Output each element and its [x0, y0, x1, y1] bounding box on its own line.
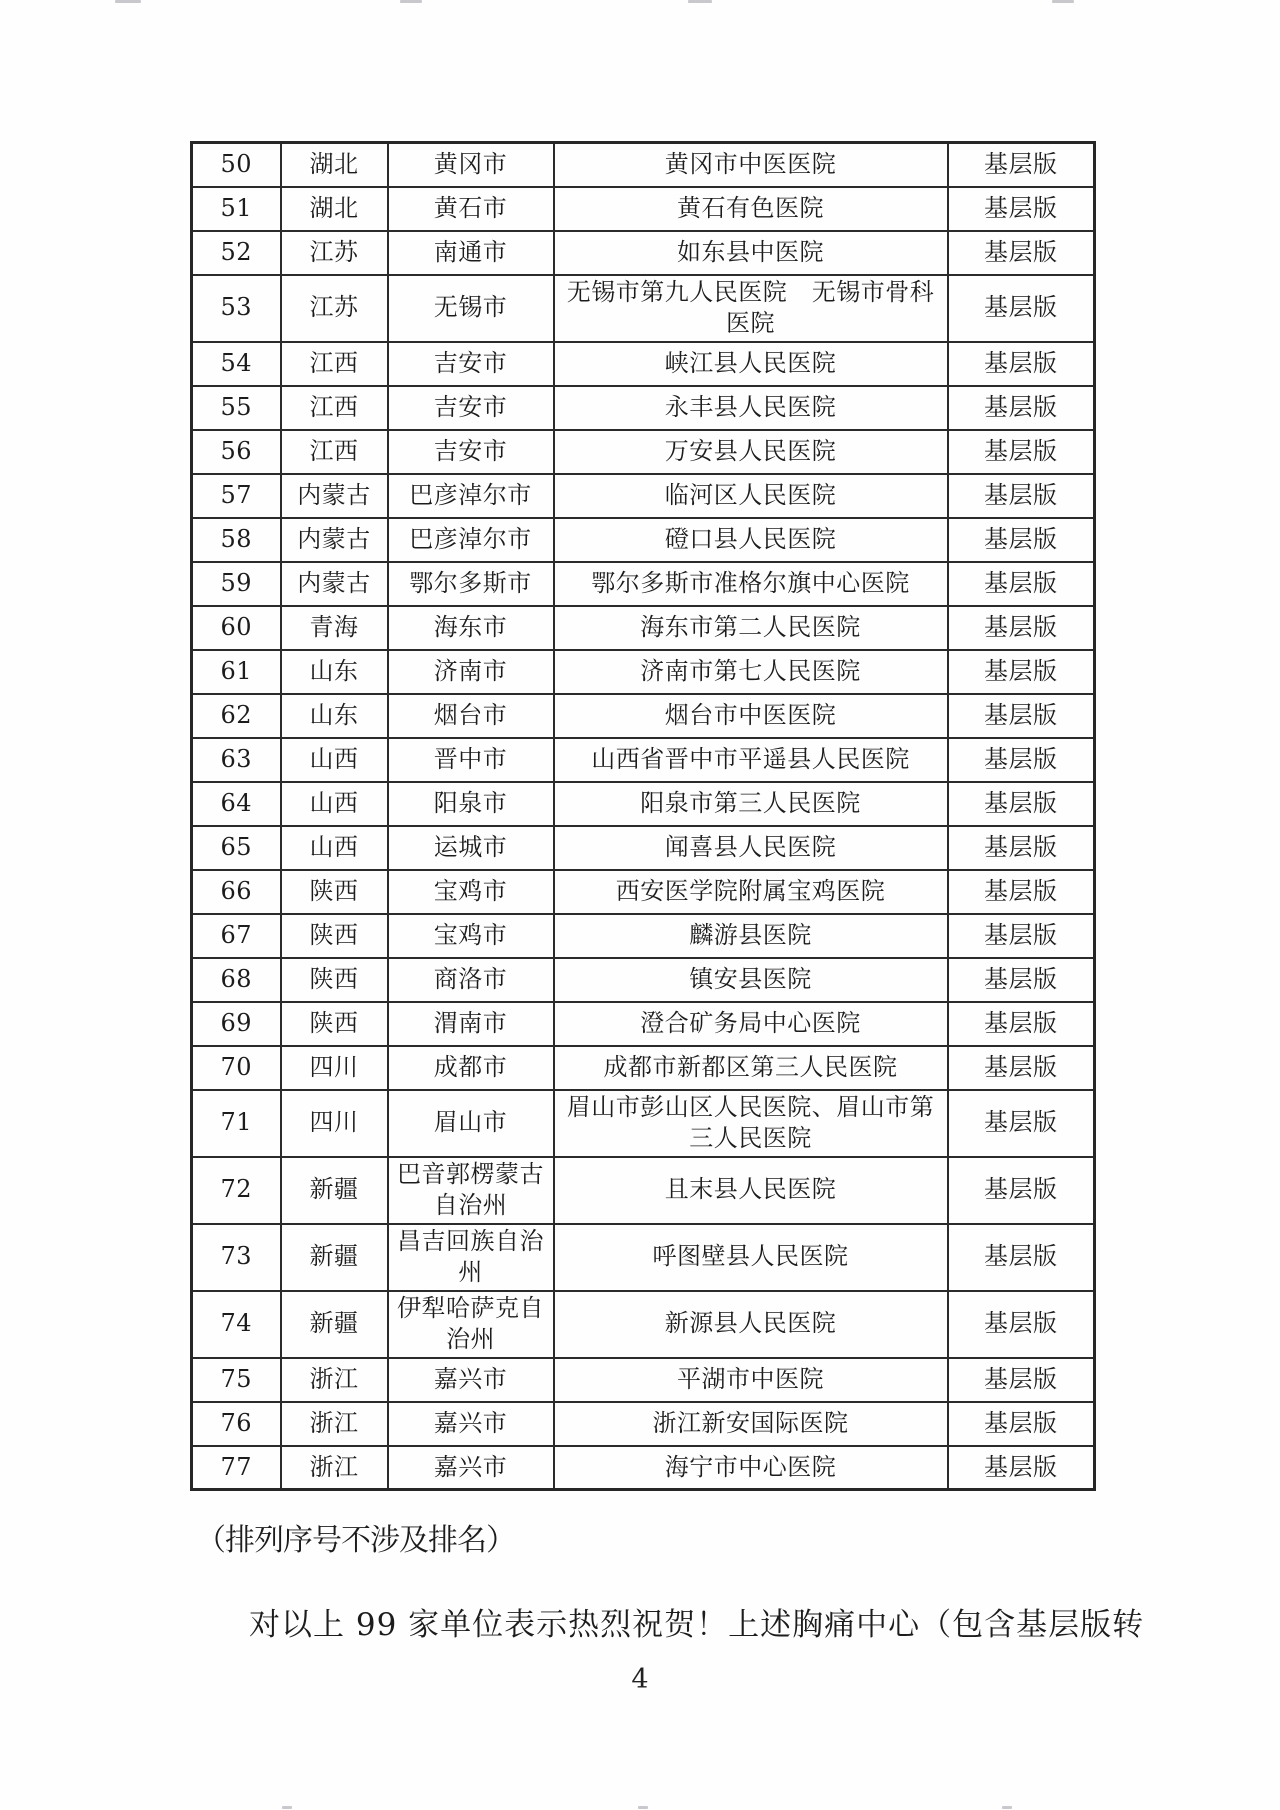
cell-city: 巴音郭楞蒙古自治州	[388, 1157, 554, 1224]
cell-version: 基层版	[948, 1358, 1095, 1402]
cell-seq: 52	[192, 231, 281, 275]
cell-hospital: 浙江新安国际医院	[554, 1402, 948, 1446]
scan-artifact	[638, 1806, 648, 1809]
cell-seq: 60	[192, 606, 281, 650]
cell-city: 宝鸡市	[388, 870, 554, 914]
table-row	[192, 1002, 1095, 1046]
cell-city: 鄂尔多斯市	[388, 562, 554, 606]
cell-province: 新疆	[281, 1224, 388, 1291]
table-row	[192, 738, 1095, 782]
cell-seq: 67	[192, 914, 281, 958]
cell-hospital: 眉山市彭山区人民医院、眉山市第三人民医院	[554, 1090, 948, 1157]
cell-city: 渭南市	[388, 1002, 554, 1046]
cell-city: 南通市	[388, 231, 554, 275]
cell-province: 陕西	[281, 914, 388, 958]
table-row	[192, 1157, 1095, 1224]
cell-hospital: 平湖市中医院	[554, 1358, 948, 1402]
cell-version: 基层版	[948, 143, 1095, 187]
cell-city: 嘉兴市	[388, 1358, 554, 1402]
cell-version: 基层版	[948, 606, 1095, 650]
cell-city: 眉山市	[388, 1090, 554, 1157]
cell-province: 山西	[281, 782, 388, 826]
cell-hospital: 如东县中医院	[554, 231, 948, 275]
scan-artifact	[688, 0, 712, 3]
table-row	[192, 474, 1095, 518]
cell-city: 成都市	[388, 1046, 554, 1090]
cell-version: 基层版	[948, 474, 1095, 518]
table-row	[192, 342, 1095, 386]
table-row	[192, 782, 1095, 826]
cell-province: 江苏	[281, 275, 388, 342]
cell-city: 吉安市	[388, 386, 554, 430]
cell-province: 内蒙古	[281, 474, 388, 518]
cell-province: 四川	[281, 1090, 388, 1157]
cell-city: 无锡市	[388, 275, 554, 342]
cell-seq: 74	[192, 1291, 281, 1358]
cell-province: 江苏	[281, 231, 388, 275]
table-row	[192, 1046, 1095, 1090]
cell-version: 基层版	[948, 187, 1095, 231]
cell-seq: 64	[192, 782, 281, 826]
cell-province: 内蒙古	[281, 562, 388, 606]
cell-seq: 70	[192, 1046, 281, 1090]
page-number: 4	[631, 1664, 649, 1695]
cell-seq: 65	[192, 826, 281, 870]
cell-province: 青海	[281, 606, 388, 650]
ranking-note: （排列序号不涉及排名）	[196, 1523, 515, 1558]
cell-version: 基层版	[948, 650, 1095, 694]
cell-hospital: 闻喜县人民医院	[554, 826, 948, 870]
cell-seq: 57	[192, 474, 281, 518]
cell-province: 山东	[281, 650, 388, 694]
table-row	[192, 231, 1095, 275]
cell-hospital: 无锡市第九人民医院 无锡市骨科医院	[554, 275, 948, 342]
cell-version: 基层版	[948, 1090, 1095, 1157]
cell-province: 陕西	[281, 958, 388, 1002]
cell-province: 浙江	[281, 1402, 388, 1446]
scan-artifact	[1052, 0, 1074, 3]
table-row	[192, 562, 1095, 606]
table-row	[192, 1446, 1095, 1490]
cell-hospital: 万安县人民医院	[554, 430, 948, 474]
table-row	[192, 694, 1095, 738]
cell-city: 济南市	[388, 650, 554, 694]
cell-province: 山西	[281, 826, 388, 870]
cell-hospital: 临河区人民医院	[554, 474, 948, 518]
cell-hospital: 镇安县医院	[554, 958, 948, 1002]
cell-seq: 77	[192, 1446, 281, 1490]
cell-version: 基层版	[948, 1446, 1095, 1490]
cell-seq: 66	[192, 870, 281, 914]
table-row	[192, 143, 1095, 187]
cell-province: 山东	[281, 694, 388, 738]
cell-seq: 76	[192, 1402, 281, 1446]
cell-seq: 72	[192, 1157, 281, 1224]
cell-version: 基层版	[948, 826, 1095, 870]
cell-version: 基层版	[948, 1224, 1095, 1291]
table-row	[192, 958, 1095, 1002]
cell-seq: 69	[192, 1002, 281, 1046]
table-row	[192, 1358, 1095, 1402]
cell-province: 浙江	[281, 1446, 388, 1490]
cell-version: 基层版	[948, 275, 1095, 342]
cell-seq: 53	[192, 275, 281, 342]
cell-hospital: 海宁市中心医院	[554, 1446, 948, 1490]
cell-city: 海东市	[388, 606, 554, 650]
cell-hospital: 济南市第七人民医院	[554, 650, 948, 694]
cell-version: 基层版	[948, 342, 1095, 386]
cell-city: 昌吉回族自治州	[388, 1224, 554, 1291]
cell-province: 新疆	[281, 1157, 388, 1224]
cell-city: 吉安市	[388, 342, 554, 386]
table-row	[192, 1224, 1095, 1291]
cell-hospital: 海东市第二人民医院	[554, 606, 948, 650]
table-row	[192, 1402, 1095, 1446]
cell-hospital: 新源县人民医院	[554, 1291, 948, 1358]
table-row	[192, 606, 1095, 650]
cell-city: 吉安市	[388, 430, 554, 474]
table-row	[192, 870, 1095, 914]
table-row	[192, 518, 1095, 562]
table-row	[192, 430, 1095, 474]
cell-city: 伊犁哈萨克自治州	[388, 1291, 554, 1358]
cell-seq: 75	[192, 1358, 281, 1402]
cell-city: 黄石市	[388, 187, 554, 231]
cell-version: 基层版	[948, 430, 1095, 474]
cell-seq: 59	[192, 562, 281, 606]
congratulation-paragraph: 对以上 99 家单位表示热烈祝贺！上述胸痛中心（包含基层版转	[249, 1607, 1145, 1643]
cell-version: 基层版	[948, 1002, 1095, 1046]
cell-seq: 71	[192, 1090, 281, 1157]
table-row	[192, 826, 1095, 870]
cell-city: 阳泉市	[388, 782, 554, 826]
cell-version: 基层版	[948, 518, 1095, 562]
cell-seq: 55	[192, 386, 281, 430]
cell-seq: 51	[192, 187, 281, 231]
cell-hospital: 澄合矿务局中心医院	[554, 1002, 948, 1046]
cell-version: 基层版	[948, 386, 1095, 430]
cell-version: 基层版	[948, 1046, 1095, 1090]
cell-city: 宝鸡市	[388, 914, 554, 958]
cell-hospital: 山西省晋中市平遥县人民医院	[554, 738, 948, 782]
cell-city: 嘉兴市	[388, 1446, 554, 1490]
cell-seq: 68	[192, 958, 281, 1002]
cell-city: 黄冈市	[388, 143, 554, 187]
hospital-table	[190, 141, 1096, 1491]
cell-hospital: 烟台市中医医院	[554, 694, 948, 738]
cell-city: 嘉兴市	[388, 1402, 554, 1446]
cell-province: 江西	[281, 386, 388, 430]
cell-hospital: 永丰县人民医院	[554, 386, 948, 430]
scan-artifact	[282, 1806, 292, 1809]
table-row	[192, 914, 1095, 958]
cell-province: 陕西	[281, 1002, 388, 1046]
cell-province: 山西	[281, 738, 388, 782]
table-row	[192, 386, 1095, 430]
cell-hospital: 鄂尔多斯市准格尔旗中心医院	[554, 562, 948, 606]
cell-city: 商洛市	[388, 958, 554, 1002]
table-row	[192, 275, 1095, 342]
cell-version: 基层版	[948, 958, 1095, 1002]
cell-province: 湖北	[281, 143, 388, 187]
scan-artifact	[400, 0, 422, 3]
cell-version: 基层版	[948, 562, 1095, 606]
scan-artifact	[115, 0, 141, 3]
cell-hospital: 黄冈市中医医院	[554, 143, 948, 187]
cell-seq: 50	[192, 143, 281, 187]
cell-hospital: 西安医学院附属宝鸡医院	[554, 870, 948, 914]
cell-seq: 73	[192, 1224, 281, 1291]
cell-hospital: 磴口县人民医院	[554, 518, 948, 562]
cell-hospital: 成都市新都区第三人民医院	[554, 1046, 948, 1090]
table-row	[192, 187, 1095, 231]
hospital-table-body	[192, 143, 1095, 1490]
cell-seq: 56	[192, 430, 281, 474]
cell-province: 内蒙古	[281, 518, 388, 562]
cell-province: 江西	[281, 342, 388, 386]
cell-version: 基层版	[948, 1402, 1095, 1446]
table-row	[192, 650, 1095, 694]
cell-hospital: 麟游县医院	[554, 914, 948, 958]
cell-seq: 62	[192, 694, 281, 738]
cell-version: 基层版	[948, 231, 1095, 275]
cell-province: 浙江	[281, 1358, 388, 1402]
cell-seq: 61	[192, 650, 281, 694]
cell-seq: 54	[192, 342, 281, 386]
cell-seq: 63	[192, 738, 281, 782]
cell-city: 巴彦淖尔市	[388, 518, 554, 562]
cell-province: 湖北	[281, 187, 388, 231]
cell-version: 基层版	[948, 694, 1095, 738]
scan-artifact	[1002, 1806, 1012, 1809]
cell-province: 陕西	[281, 870, 388, 914]
cell-version: 基层版	[948, 738, 1095, 782]
table-row	[192, 1291, 1095, 1358]
cell-hospital: 阳泉市第三人民医院	[554, 782, 948, 826]
cell-city: 运城市	[388, 826, 554, 870]
cell-version: 基层版	[948, 914, 1095, 958]
cell-province: 新疆	[281, 1291, 388, 1358]
cell-hospital: 黄石有色医院	[554, 187, 948, 231]
cell-version: 基层版	[948, 1157, 1095, 1224]
cell-hospital: 且末县人民医院	[554, 1157, 948, 1224]
cell-province: 四川	[281, 1046, 388, 1090]
cell-city: 巴彦淖尔市	[388, 474, 554, 518]
cell-seq: 58	[192, 518, 281, 562]
table-row	[192, 1090, 1095, 1157]
cell-province: 江西	[281, 430, 388, 474]
cell-version: 基层版	[948, 782, 1095, 826]
cell-city: 烟台市	[388, 694, 554, 738]
cell-hospital: 峡江县人民医院	[554, 342, 948, 386]
cell-version: 基层版	[948, 870, 1095, 914]
cell-version: 基层版	[948, 1291, 1095, 1358]
cell-hospital: 呼图壁县人民医院	[554, 1224, 948, 1291]
cell-city: 晋中市	[388, 738, 554, 782]
